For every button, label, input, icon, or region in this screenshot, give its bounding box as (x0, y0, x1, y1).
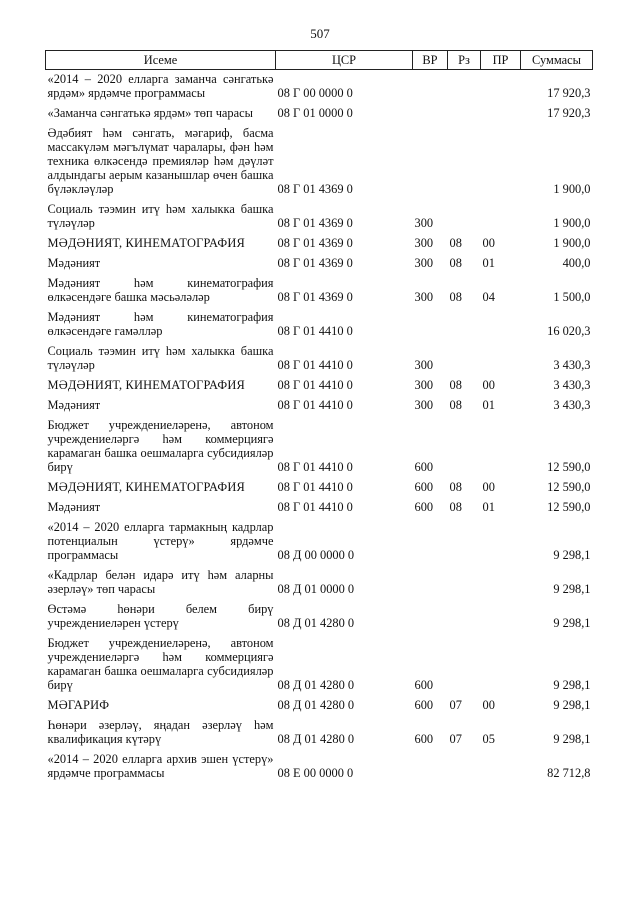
cell-vr (413, 750, 448, 784)
cell-pr (481, 124, 521, 200)
cell-sum: 16 020,3 (547, 324, 591, 338)
table-row (46, 696, 593, 716)
cell-sum: 3 430,3 (553, 378, 591, 392)
cell-rz (448, 200, 481, 234)
table-row (46, 308, 593, 342)
header-csr: ЦСР (276, 51, 413, 70)
cell-pr (481, 600, 521, 634)
cell-pr: 04 (482, 290, 495, 304)
cell-sum: 9 298,1 (553, 698, 591, 712)
cell-csr: 08 Д 01 4280 0 (277, 616, 355, 630)
cell-csr: 08 Г 01 4410 0 (277, 398, 353, 412)
cell-pr: 01 (482, 256, 495, 270)
cell-sum: 9 298,1 (553, 732, 591, 746)
table-row (46, 342, 593, 376)
cell-vr: 300 (414, 378, 434, 392)
cell-name: Социаль тәэмин итү һәм халыкка башка түләүләр (47, 344, 274, 372)
cell-rz (448, 342, 481, 376)
cell-pr: 00 (482, 236, 495, 250)
table-body (46, 70, 593, 785)
cell-rz: 08 (449, 256, 462, 270)
cell-pr: 01 (482, 500, 495, 514)
cell-vr (413, 308, 448, 342)
cell-vr (413, 124, 448, 200)
cell-csr: 08 Г 01 4410 0 (277, 480, 353, 494)
cell-vr: 300 (414, 256, 434, 270)
table-row (46, 518, 593, 566)
cell-vr: 600 (414, 460, 434, 474)
cell-csr: 08 Д 01 4280 0 (277, 732, 355, 746)
table-row (46, 566, 593, 600)
cell-name: Мәдәният (47, 500, 101, 514)
cell-vr (413, 518, 448, 566)
table-row (46, 70, 593, 105)
cell-sum: 1 900,0 (553, 182, 591, 196)
cell-rz (448, 634, 481, 696)
cell-csr: 08 Г 01 4369 0 (277, 236, 353, 250)
cell-vr: 600 (414, 678, 434, 692)
cell-pr: 00 (482, 378, 495, 392)
cell-name: «Кадрлар белән идарә итү һәм аларны әзерләү» төп чарасы (47, 568, 274, 596)
cell-sum: 12 590,0 (547, 500, 591, 514)
table-row (46, 396, 593, 416)
table-row (46, 254, 593, 274)
table-row (46, 274, 593, 308)
cell-csr: 08 Г 01 4410 0 (277, 460, 353, 474)
cell-name: Бюджет учреждениеләренә, автоном учреждениеләргә һәм коммерциягә карамаган башка оешмаларга субсидияләр бирү (47, 636, 274, 692)
cell-rz (448, 416, 481, 478)
cell-pr (481, 566, 521, 600)
cell-csr: 08 Г 01 4410 0 (277, 500, 353, 514)
cell-csr: 08 Г 01 4410 0 (277, 378, 353, 392)
table-row (46, 234, 593, 254)
cell-vr (413, 566, 448, 600)
cell-sum: 12 590,0 (547, 480, 591, 494)
table-row (46, 750, 593, 784)
cell-rz (448, 566, 481, 600)
cell-csr: 08 Г 01 4369 0 (277, 290, 353, 304)
cell-name: МӘГАРИФ (47, 698, 110, 712)
cell-csr: 08 Д 01 4280 0 (277, 678, 355, 692)
cell-name: «2014 – 2020 елларга архив эшен үстерү» ярдәмче программасы (47, 752, 274, 780)
table-row (46, 416, 593, 478)
cell-name: Бюджет учреждениеләренә, автоном учреждениеләргә һәм коммерциягә карамаган башка оешмаларга субсидияләр бирү (47, 418, 274, 474)
cell-csr: 08 Г 01 4410 0 (277, 324, 353, 338)
table-row (46, 200, 593, 234)
cell-rz: 08 (449, 500, 462, 514)
table-row (46, 104, 593, 124)
cell-vr: 300 (414, 398, 434, 412)
cell-csr: 08 Г 01 4369 0 (277, 256, 353, 270)
cell-csr: 08 Г 00 0000 0 (277, 86, 353, 100)
cell-pr (481, 104, 521, 124)
table-row (46, 478, 593, 498)
cell-sum: 1 900,0 (553, 236, 591, 250)
cell-name: «Заманча сәнгатькә ярдәм» төп чарасы (47, 106, 253, 120)
cell-name: Әдәбият һәм сәнгать, мәгариф, басма массакүләм мәгълүмат чаралары, фән һәм техника өлкәсендә премияләр һәм дәүләт алдындагы аерым казанышлар өчен башка бүләкләүләр (47, 126, 274, 196)
cell-name: Мәдәният (47, 256, 101, 270)
header-name: Исеме (46, 51, 276, 70)
cell-name: МӘДӘНИЯТ, КИНЕМАТОГРАФИЯ (47, 480, 245, 494)
header-rz: Рз (448, 51, 481, 70)
cell-name: Мәдәният һәм кинематография өлкәсендәге гамәлләр (47, 310, 274, 338)
cell-sum: 400,0 (562, 256, 591, 270)
cell-pr: 01 (482, 398, 495, 412)
cell-vr: 600 (414, 480, 434, 494)
table-row (46, 600, 593, 634)
cell-rz: 08 (449, 290, 462, 304)
table-row (46, 376, 593, 396)
cell-vr: 300 (414, 358, 434, 372)
cell-rz (448, 750, 481, 784)
cell-name: МӘДӘНИЯТ, КИНЕМАТОГРАФИЯ (47, 378, 245, 392)
table-row (46, 498, 593, 518)
cell-csr: 08 Д 00 0000 0 (277, 548, 355, 562)
cell-csr: 08 Д 01 0000 0 (277, 582, 355, 596)
cell-csr: 08 Д 01 4280 0 (277, 698, 355, 712)
cell-vr: 600 (414, 500, 434, 514)
cell-sum: 9 298,1 (553, 582, 591, 596)
cell-rz: 07 (449, 698, 462, 712)
cell-sum: 17 920,3 (547, 106, 591, 120)
cell-sum: 9 298,1 (553, 548, 591, 562)
cell-pr (481, 342, 521, 376)
cell-rz (448, 104, 481, 124)
cell-sum: 12 590,0 (547, 460, 591, 474)
cell-vr (413, 70, 448, 105)
cell-rz (448, 518, 481, 566)
cell-vr: 600 (414, 698, 434, 712)
cell-csr: 08 Г 01 0000 0 (277, 106, 353, 120)
cell-pr (481, 634, 521, 696)
cell-sum: 9 298,1 (553, 678, 591, 692)
header-vr: ВР (413, 51, 448, 70)
cell-sum: 9 298,1 (553, 616, 591, 630)
cell-pr (481, 518, 521, 566)
cell-csr: 08 Г 01 4369 0 (277, 216, 353, 230)
cell-csr: 08 Г 01 4369 0 (277, 182, 353, 196)
cell-sum: 3 430,3 (553, 358, 591, 372)
cell-pr (481, 416, 521, 478)
budget-table (45, 50, 593, 784)
cell-pr (481, 200, 521, 234)
cell-pr: 00 (482, 480, 495, 494)
cell-csr: 08 Е 00 0000 0 (277, 766, 354, 780)
cell-rz: 08 (449, 378, 462, 392)
cell-name: Мәдәният һәм кинематография өлкәсендәге башка мәсьәләләр (47, 276, 274, 304)
cell-pr: 00 (482, 698, 495, 712)
cell-sum: 82 712,8 (547, 766, 591, 780)
cell-name: Социаль тәэмин итү һәм халыкка башка түләүләр (47, 202, 274, 230)
cell-pr: 05 (482, 732, 495, 746)
cell-vr: 300 (414, 216, 434, 230)
cell-rz (448, 308, 481, 342)
cell-vr (413, 104, 448, 124)
cell-name: «2014 – 2020 елларга тармакның кадрлар потенциалын үстерү» ярдәмче программасы (47, 520, 274, 562)
cell-pr (481, 308, 521, 342)
cell-rz (448, 124, 481, 200)
cell-name: МӘДӘНИЯТ, КИНЕМАТОГРАФИЯ (47, 236, 245, 250)
cell-pr (481, 70, 521, 105)
header-pr: ПР (481, 51, 521, 70)
cell-rz: 07 (449, 732, 462, 746)
table-row (46, 124, 593, 200)
cell-name: Өстәмә һөнәри белем бирү учреждениеләрен үстерү (47, 602, 274, 630)
cell-rz (448, 70, 481, 105)
cell-vr: 300 (414, 236, 434, 250)
cell-sum: 1 500,0 (553, 290, 591, 304)
cell-sum: 3 430,3 (553, 398, 591, 412)
table-header (46, 51, 593, 70)
cell-csr: 08 Г 01 4410 0 (277, 358, 353, 372)
cell-vr: 600 (414, 732, 434, 746)
cell-rz: 08 (449, 398, 462, 412)
cell-rz (448, 600, 481, 634)
cell-sum: 1 900,0 (553, 216, 591, 230)
cell-vr: 300 (414, 290, 434, 304)
table-row (46, 634, 593, 696)
cell-name: Мәдәният (47, 398, 101, 412)
cell-rz: 08 (449, 480, 462, 494)
cell-name: Һөнәри әзерләү, яңадан әзерләү һәм квалификация күтәрү (47, 718, 274, 746)
header-sum: Суммасы (521, 51, 593, 70)
cell-vr (413, 600, 448, 634)
cell-name: «2014 – 2020 елларга заманча сәнгатькә ярдәм» ярдәмче программасы (47, 72, 274, 100)
cell-rz: 08 (449, 236, 462, 250)
cell-sum: 17 920,3 (547, 86, 591, 100)
table-row (46, 716, 593, 750)
cell-pr (481, 750, 521, 784)
page-number: 507 (310, 26, 330, 41)
